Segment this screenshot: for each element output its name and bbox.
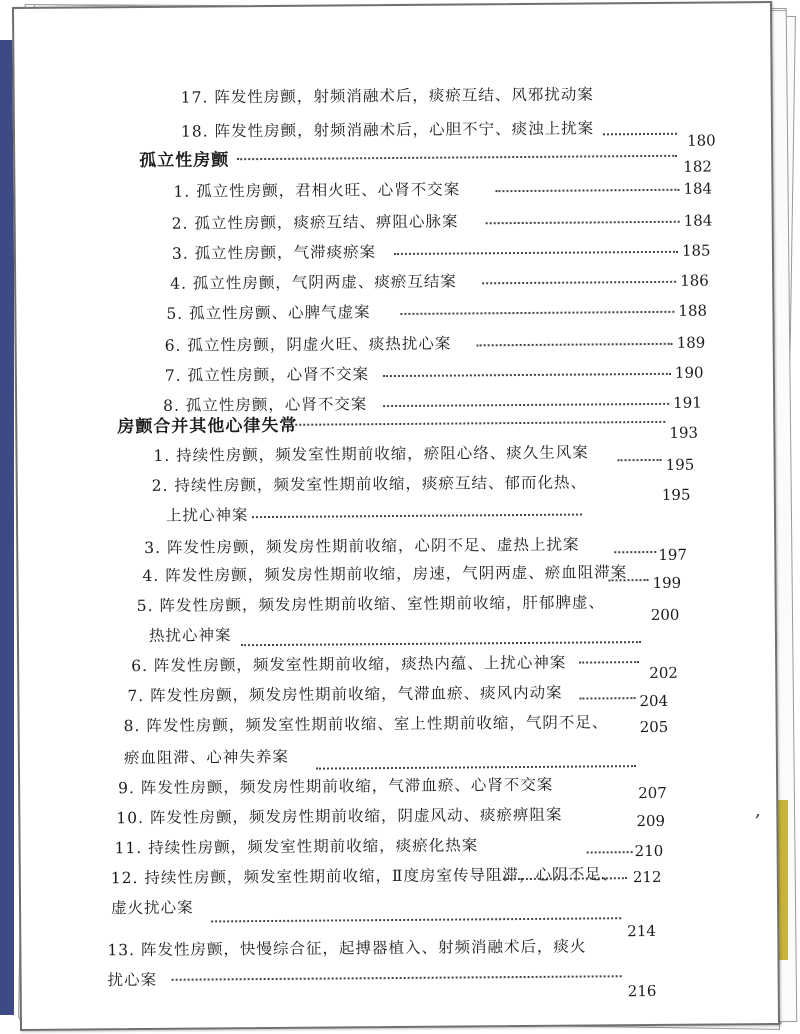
dot-leader <box>383 394 669 407</box>
toc-page-number: 195 <box>661 485 691 504</box>
section-heading-title: 孤立性房颤 <box>139 150 230 172</box>
toc-entry <box>19 589 775 623</box>
toc-page-number: 216 <box>627 981 657 1001</box>
dot-leader <box>400 302 674 315</box>
toc-entry-title: 12. 持续性房颤，频发室性期前收缩，Ⅱ度房室传导阻滞，心阴不足、 <box>110 865 619 888</box>
toc-entry <box>21 831 777 865</box>
dot-leader <box>477 334 673 347</box>
toc-page-number: 189 <box>676 333 706 352</box>
toc-entry <box>20 771 776 805</box>
toc-entry <box>18 559 774 593</box>
toc-entry-title: 1. 持续性房颤，频发室性期前收缩，瘀阻心络、痰久生风案 <box>153 443 589 465</box>
toc-entry-continuation <box>20 741 776 775</box>
toc-page-number: 180 <box>686 131 716 150</box>
toc-page-number: 209 <box>636 811 666 831</box>
toc-entry-title: 扰心案 <box>107 970 158 990</box>
dot-leader <box>614 542 656 553</box>
toc-entry-title: 18. 阵发性房颤，射频消融术后，心胆不宁、痰浊上扰案 <box>180 119 595 141</box>
toc-page-number: 191 <box>673 393 702 412</box>
dot-leader <box>617 450 661 461</box>
toc-entry-title: 17. 阵发性房颤，射频消融术后，痰瘀互结、风邪扰动案 <box>180 85 594 107</box>
toc-entry <box>19 679 775 713</box>
toc-entry <box>16 267 772 301</box>
dot-leader <box>603 124 677 136</box>
toc-entry <box>16 297 772 331</box>
dot-leader <box>241 632 641 646</box>
toc-entry-title: 3. 孤立性房颤，气滞痰瘀案 <box>171 243 377 263</box>
toc-page-number: 185 <box>681 241 711 260</box>
toc-page-number: 190 <box>674 363 704 382</box>
dot-leader <box>237 146 677 160</box>
dot-leader <box>495 180 679 192</box>
dot-leader <box>579 652 639 663</box>
toc-entry <box>19 649 775 683</box>
dot-leader <box>482 272 676 285</box>
dot-leader <box>579 688 635 699</box>
toc-entry <box>16 237 772 271</box>
dot-leader <box>287 412 665 426</box>
toc-page-number: 188 <box>678 301 708 320</box>
toc-entry <box>17 329 773 363</box>
toc-entry <box>18 469 774 503</box>
book-spine-edge <box>0 40 14 1015</box>
toc-entry <box>20 801 776 835</box>
toc-entry-title: 7. 阵发性房颤，频发房性期前收缩，气滞血瘀、痰风内动案 <box>127 683 563 706</box>
section-heading-title: 房颤合并其他心律失常 <box>117 415 298 438</box>
toc-entry <box>15 175 771 209</box>
dot-leader <box>587 842 633 853</box>
dot-leader <box>503 868 627 880</box>
toc-page-number: 212 <box>632 867 662 887</box>
toc-page-number: 199 <box>652 573 682 592</box>
toc-entry <box>17 359 773 393</box>
toc-entry-title: 3. 阵发性房颤，频发房性期前收缩，心阴不足、虚热上扰案 <box>144 535 580 557</box>
toc-entry <box>17 439 773 473</box>
toc-entry-title: 1. 孤立性房颤，君相火旺、心肾不交案 <box>173 180 461 201</box>
toc-entry-continuation <box>18 499 774 533</box>
dot-leader <box>172 966 622 981</box>
toc-entry <box>21 933 777 967</box>
toc-entry-continuation <box>22 963 778 1001</box>
toc-entry-title: 2. 持续性房颤，频发室性期前收缩，痰瘀互结、郁而化热、 <box>151 473 588 495</box>
toc-entry <box>15 81 771 115</box>
toc-section-heading <box>15 141 771 175</box>
toc-page-number: 195 <box>665 455 695 474</box>
toc-entry-title: 6. 阵发性房颤，频发室性期前收缩，痰热内蕴、上扰心神案 <box>131 653 567 676</box>
toc-entry-title: 10. 阵发性房颤，频发房性期前收缩，阴虚风动、痰瘀痹阻案 <box>116 805 563 828</box>
toc-entry <box>16 207 772 241</box>
dot-leader <box>486 212 680 225</box>
toc-section-heading <box>17 407 773 441</box>
toc-entry-title: 8. 阵发性房颤，频发室性期前收缩、室上性期前收缩，气阴不足、 <box>123 713 609 736</box>
toc-entry-title: 8. 孤立性房颤，心肾不交案 <box>163 395 368 415</box>
toc-entry-title: 5. 阵发性房颤，频发房性期前收缩、室性期前收缩，肝郁脾虚、 <box>136 593 605 616</box>
toc-page-number: 184 <box>683 211 713 230</box>
toc-entry-title: 6. 孤立性房颤，阴虚火旺、痰热扰心案 <box>164 334 452 355</box>
toc-entry-continuation <box>21 891 777 941</box>
toc-page-number: 193 <box>669 423 699 442</box>
toc-entry-title: 4. 阵发性房颤，频发房性期前收缩，房速，气阴两虚、瘀血阻滞案 <box>142 563 628 585</box>
toc-page-number: 205 <box>639 717 669 737</box>
toc-page-number: 186 <box>680 271 709 290</box>
dot-leader <box>211 908 621 922</box>
dot-leader <box>252 505 582 519</box>
toc-entry-title: 2. 孤立性房颤，痰瘀互结、痹阻心脉案 <box>171 212 459 233</box>
toc-entry-title: 13. 阵发性房颤，快慢综合征，起搏器植入、射频消融术后，痰火 <box>107 937 587 960</box>
toc-entry-continuation <box>19 619 775 653</box>
dot-leader <box>394 242 678 255</box>
dot-leader <box>608 570 648 581</box>
toc-entry-title: 4. 孤立性房颤，气阴两虚、痰瘀互结案 <box>170 272 457 293</box>
toc-entry <box>21 861 777 895</box>
toc-entry-title: 瘀血阻滞、心神失养案 <box>123 747 289 768</box>
toc-entry <box>20 709 776 743</box>
toc-page-number: 214 <box>627 921 656 941</box>
toc-page-number: 200 <box>650 605 680 625</box>
toc-page-number: 210 <box>634 841 664 861</box>
book-cover-edge <box>778 800 788 960</box>
toc-page-number: 182 <box>683 157 712 176</box>
toc-entry-title: 上扰心神案 <box>165 506 249 525</box>
toc-entry-title: 9. 阵发性房颤，频发房性期前收缩，气滞血瘀、心肾不交案 <box>118 775 554 798</box>
toc-entry-title: 11. 持续性房颤，频发室性期前收缩，痰瘀化热案 <box>114 836 479 858</box>
toc-page-number: 184 <box>683 179 713 198</box>
toc-entry-title: 7. 孤立性房颤，心肾不交案 <box>164 365 370 385</box>
dot-leader <box>316 756 636 770</box>
dot-leader <box>383 364 671 377</box>
toc-entry-title: 热扰心神案 <box>148 626 232 645</box>
toc-page-number: 207 <box>638 783 667 803</box>
toc-page <box>12 1 780 1031</box>
margin-mark: , <box>755 800 761 821</box>
toc-page-number: 197 <box>658 545 688 564</box>
toc-page-number: 204 <box>639 691 669 711</box>
toc-page-number: 202 <box>649 663 678 683</box>
toc-entry-title: 5. 孤立性房颤、心脾气虚案 <box>166 303 371 323</box>
toc-entry-title: 虚火扰心案 <box>111 898 194 918</box>
